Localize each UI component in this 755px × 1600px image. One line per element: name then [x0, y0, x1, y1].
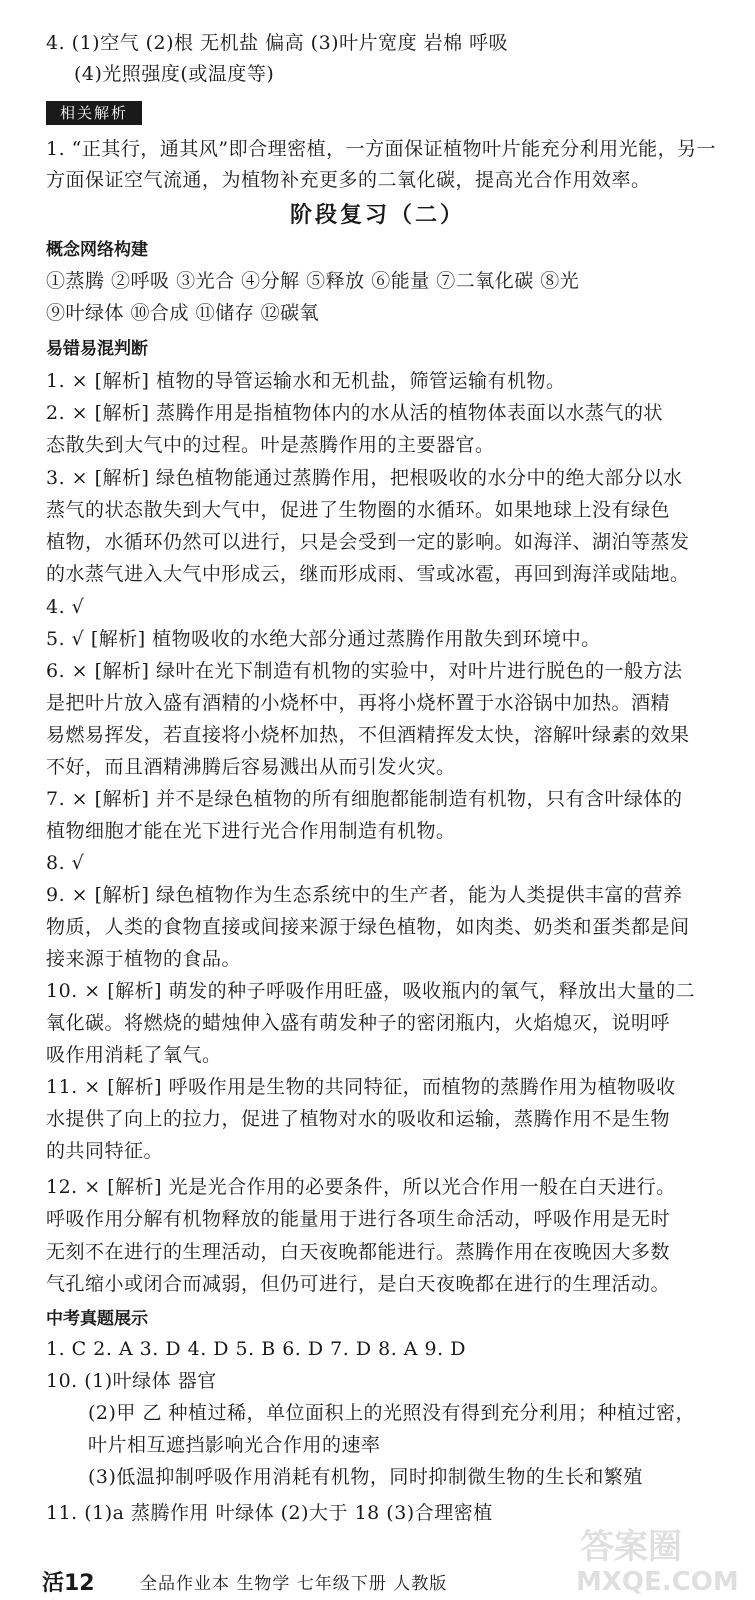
exam-line: (3)低温抑制呼吸作用消耗有机物，同时抑制微生物的生长和繁殖 [88, 1466, 643, 1488]
judge-line: 10. × [解析] 萌发的种子呼吸作用旺盛，吸收瓶内的氧气，释放出大量的二 [46, 980, 696, 1002]
analysis-line: 1. “正其行，通其风”即合理密植，一方面保证植物叶片能充分利用光能，另一 [46, 138, 717, 160]
judge-line: 植物细胞才能在光下进行光合作用制造有机物。 [46, 820, 456, 842]
judge-line: 气孔缩小或闭合而减弱，但仍可进行，是白天夜晚都在进行的生理活动。 [46, 1273, 671, 1295]
judge-line: 11. × [解析] 呼吸作用是生物的共同特征，而植物的蒸腾作用为植物吸收 [46, 1076, 676, 1098]
judge-line: 的共同特征。 [46, 1140, 164, 1162]
svg-text:MXQE.COM: MXQE.COM [576, 1567, 739, 1597]
exam-line: (2)甲 乙 种植过稀，单位面积上的光照没有得到充分利用；种植过密， [88, 1402, 695, 1424]
analysis-line: 方面保证空气流通，为植物补充更多的二氧化碳，提高光合作用效率。 [46, 169, 651, 191]
section-heading: 概念网络构建 [46, 240, 148, 260]
judge-line: 12. × [解析] 光是光合作用的必要条件，所以光合作用一般在白天进行。 [46, 1176, 676, 1198]
book-info: 全品作业本 生物学 七年级下册 人教版 [140, 1574, 448, 1594]
answer-line: (4)光照强度(或温度等) [74, 63, 275, 85]
judge-line: 态散失到大气中的过程。叶是蒸腾作用的主要器官。 [46, 434, 495, 456]
judge-line: 2. × [解析] 蒸腾作用是指植物体内的水从活的植物体表面以水蒸气的状 [46, 402, 663, 424]
exam-line: 叶片相互遮挡影响光合作用的速率 [88, 1434, 381, 1456]
svg-text:答案圈: 答案圈 [580, 1527, 682, 1567]
section-heading: 中考真题展示 [46, 1309, 148, 1329]
exam-line: 1. C 2. A 3. D 4. D 5. B 6. D 7. D 8. A 9. D [46, 1338, 466, 1360]
exam-line: 11. (1)a 蒸腾作用 叶绿体 (2)大于 18 (3)合理密植 [46, 1502, 493, 1524]
judge-line: 的水蒸气进入大气中形成云，继而形成雨、雪或冰雹，再回到海洋或陆地。 [46, 563, 690, 585]
exam-line: 10. (1)叶绿体 器官 [46, 1370, 217, 1392]
analysis-tag: 相关解析 [46, 101, 142, 125]
judge-line: 是把叶片放入盛有酒精的小烧杯中，再将小烧杯置于水浴锅中加热。酒精 [46, 692, 671, 714]
judge-line: 8. √ [46, 852, 85, 874]
judge-line: 7. × [解析] 并不是绿色植物的所有细胞都能制造有机物，只有含叶绿体的 [46, 788, 683, 810]
judge-line: 物质，人类的食物直接或间接来源于绿色植物，如肉类、奶类和蛋类都是间 [46, 916, 690, 938]
judge-line: 5. √ [解析] 植物吸收的水绝大部分通过蒸腾作用散失到环境中。 [46, 628, 601, 650]
judge-line: 6. × [解析] 绿叶在光下制造有机物的实验中，对叶片进行脱色的一般方法 [46, 660, 683, 682]
judge-line: 4. √ [46, 596, 85, 618]
judge-line: 9. × [解析] 绿色植物作为生态系统中的生产者，能为人类提供丰富的营养 [46, 884, 683, 906]
judge-line: 无刻不在进行的生理活动，白天夜晚都能进行。蒸腾作用在夜晚因大多数 [46, 1241, 671, 1263]
answer-line: 4. (1)空气 (2)根 无机盐 偏高 (3)叶片宽度 岩棉 呼吸 [46, 32, 509, 54]
judge-line: 蒸气的状态散失到大气中，促进了生物圈的水循环。如果地球上没有绿色 [46, 499, 671, 521]
judge-line: 植物，水循环仍然可以进行，只是会受到一定的影响。如海洋、湖泊等蒸发 [46, 531, 690, 553]
judge-line: 氧化碳。将燃烧的蜡烛伸入盛有萌发种子的密闭瓶内，火焰熄灭，说明呼 [46, 1012, 671, 1034]
judge-line: 不好，而且酒精沸腾后容易溅出从而引发火灾。 [46, 756, 456, 778]
judge-line: 接来源于植物的食品。 [46, 948, 242, 970]
judge-line: 水提供了向上的拉力，促进了植物对水的吸收和运输，蒸腾作用不是生物 [46, 1108, 671, 1130]
watermark-logo [560, 1518, 750, 1598]
page-number: 活12 [42, 1571, 95, 1596]
judge-line: 易燃易挥发，若直接将小烧杯加热，不但酒精挥发太快，溶解叶绿素的效果 [46, 724, 690, 746]
section-heading: 易错易混判断 [46, 339, 148, 359]
judge-line: 1. × [解析] 植物的导管运输水和无机盐，筛管运输有机物。 [46, 370, 566, 392]
section-title: 阶段复习（二） [289, 203, 465, 228]
judge-line: 呼吸作用分解有机物释放的能量用于进行各项生命活动，呼吸作用是无时 [46, 1208, 671, 1230]
concept-line: ①蒸腾 ②呼吸 ③光合 ④分解 ⑤释放 ⑥能量 ⑦二氧化碳 ⑧光 [46, 270, 580, 292]
concept-line: ⑨叶绿体 ⑩合成 ⑪储存 ⑫碳氧 [46, 302, 320, 324]
judge-line: 3. × [解析] 绿色植物能通过蒸腾作用，把根吸收的水分中的绝大部分以水 [46, 467, 683, 489]
judge-line: 吸作用消耗了氧气。 [46, 1044, 222, 1066]
